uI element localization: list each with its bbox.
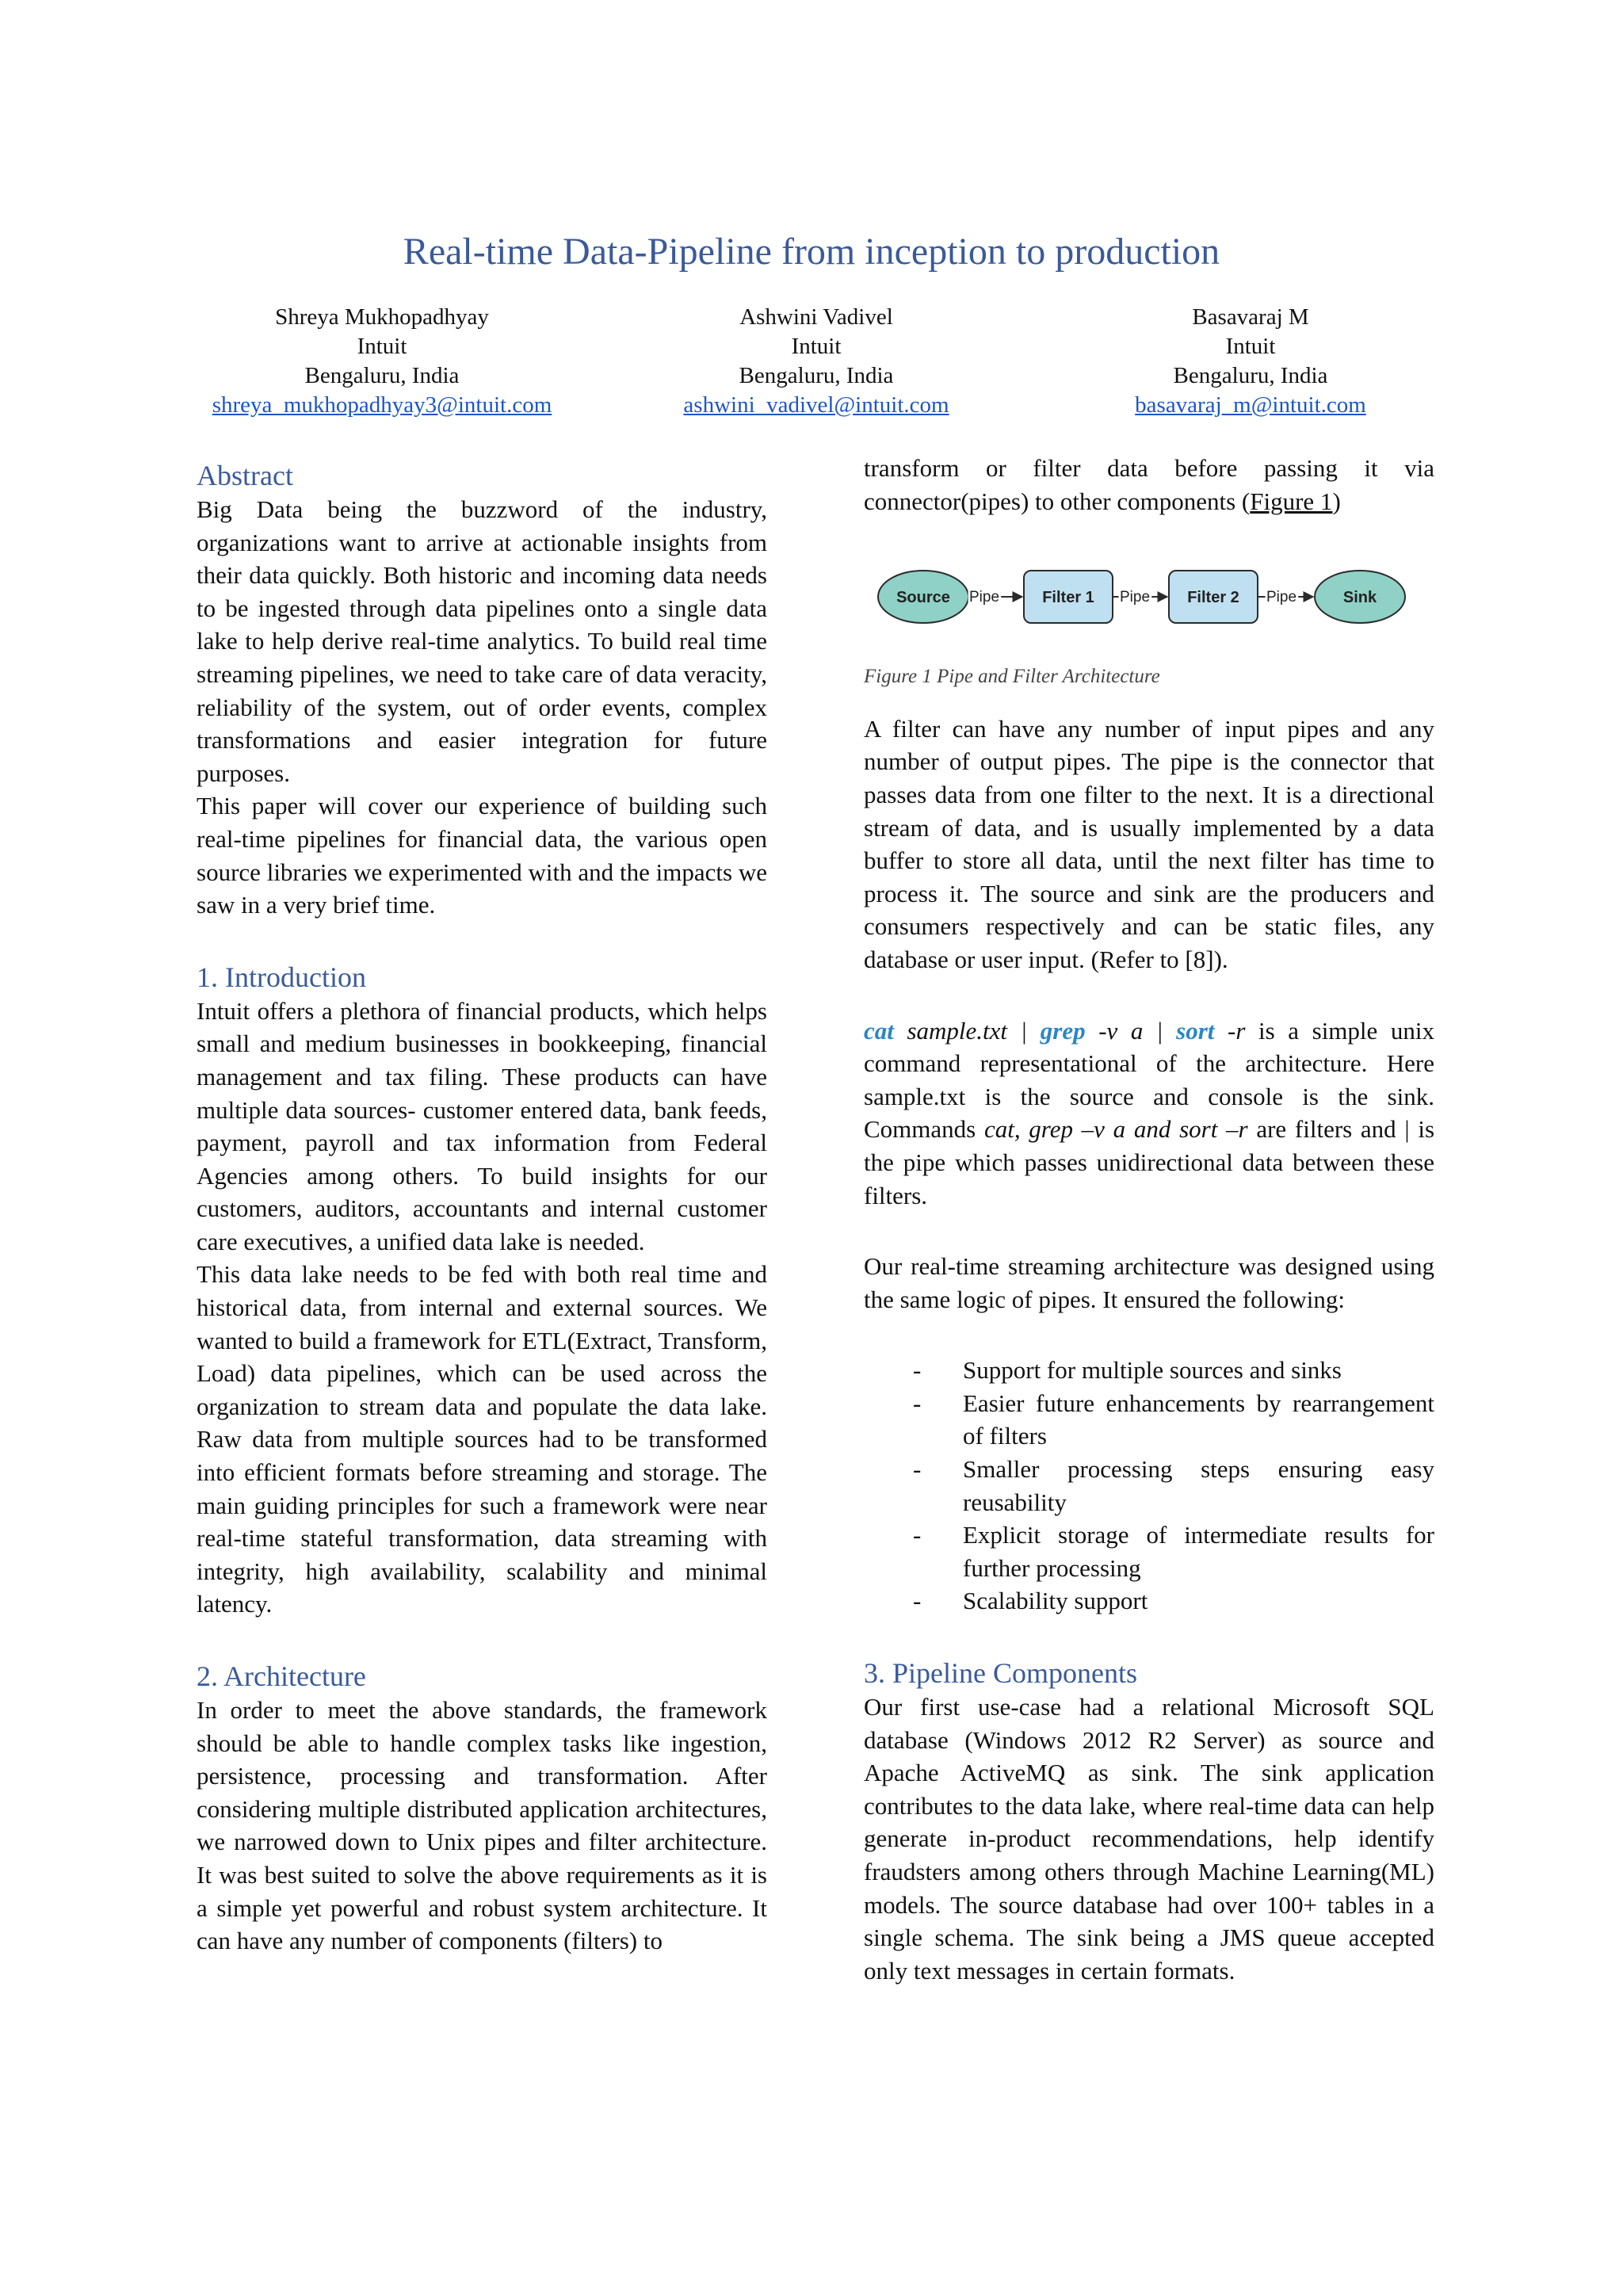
cmd-arg: -r xyxy=(1214,1016,1246,1045)
architecture-paragraph-2: A filter can have any number of input pipes and any number of output pipes. The pipe is the connector that passes data from one filter to the next. It is a directional stream of data, and is usually implemented by a data buffer to store all data, until the next filter has time to process it. The source and sink are the producers and consumers respectively and can be static files, any database or user input. (Refer to [8]). xyxy=(864,714,1434,973)
bullet-marker: - xyxy=(913,1455,922,1484)
list-item xyxy=(864,1453,1434,1519)
filter-1-label: Filter 1 xyxy=(1042,589,1094,607)
cmd-arg: -v a xyxy=(1085,1016,1144,1045)
filter-commands: cat, grep –v a and sort –r xyxy=(983,1115,1248,1144)
author-email-link[interactable]: ashwini_vadivel@intuit.com xyxy=(683,392,949,418)
pipe-label: Pipe xyxy=(1266,589,1297,606)
architecture-paragraph-1: In order to meet the above standards, the framework should be able to handle complex tasks like ingestion, persistence, processing and transformation. After considering multiple distributed application architectures, we narrowed down to Unix pipes and filter architecture. It was best suited to solve the above requirements as it is a simple yet powerful and robust system architecture. It can have any number of components (filters) to xyxy=(197,1696,767,1955)
author-3 xyxy=(1005,303,1496,420)
introduction-heading: 1. Introduction xyxy=(197,961,366,993)
pipe-label: Pipe xyxy=(968,589,1000,606)
grep-command: grep xyxy=(1040,1016,1086,1045)
sort-command: sort xyxy=(1176,1016,1215,1045)
paragraph-text: ) xyxy=(1332,487,1341,515)
bullet-marker: - xyxy=(913,1587,922,1615)
introduction-paragraph-2: This data lake needs to be fed with both real time and historical data, from internal and external sources. We wanted to build a framework for ETL(Extract, Transform, Load) data pipelines, which can be used across the organization to stream data and populate the data lake. Raw data from multiple sources had to be transformed into efficient formats before streaming and storage. The main guiding principles for such a framework were near real-time stateful transformation, data streaming with integrity, high availability, scalability and minimal latency. xyxy=(197,1260,767,1618)
list-item-text: Support for multiple sources and sinks xyxy=(963,1356,1342,1385)
source-label: Source xyxy=(896,589,950,607)
abstract-heading: Abstract xyxy=(197,460,293,491)
architecture-paragraph-4: Our real-time streaming architecture was designed using the same logic of pipes. It ensured the following: xyxy=(864,1252,1434,1313)
list-item xyxy=(864,1387,1434,1453)
figure-caption: Figure 1 Pipe and Filter Architecture xyxy=(864,666,1160,688)
cat-command: cat xyxy=(864,1016,894,1045)
author-email-link[interactable]: shreya_mukhopadhyay3@intuit.com xyxy=(212,392,552,418)
list-item-text: Smaller processing steps ensuring easy reusability xyxy=(963,1455,1434,1516)
abstract-paragraph-1: Big Data being the buzzword of the industry, organizations want to arrive at actionable insights from their data quickly. Both historic and incoming data needs to be ingested through data pipelines onto a single data lake to help derive real-time analytics. To build real time streaming pipelines, we need to take care of data veracity, reliability of the system, out of order events, complex transformations and easier integration for future purposes. xyxy=(197,495,767,787)
list-item-text: Explicit storage of intermediate results for further processing xyxy=(963,1521,1434,1582)
cmd-pipe: | xyxy=(1007,1016,1041,1045)
abstract-paragraph-2: This paper will cover our experience of building such real-time pipelines for financial data, the various open source libraries we experimented with and the impacts we saw in a very brief time. xyxy=(197,792,767,919)
bullet-marker: - xyxy=(913,1356,922,1385)
author-location: Bengaluru, India xyxy=(304,363,460,388)
paragraph-text: are filters and | is the pipe which passes unidirectional data between these filters. xyxy=(864,1115,1435,1209)
author-name: Ashwini Vadivel xyxy=(739,304,893,330)
list-item-text: Scalability support xyxy=(963,1587,1148,1615)
pipeline-components-heading: 3. Pipeline Components xyxy=(864,1657,1137,1690)
author-org: Intuit xyxy=(1225,334,1276,359)
author-org: Intuit xyxy=(791,334,842,359)
list-item xyxy=(864,1584,1434,1618)
author-name: Shreya Mukhopadhyay xyxy=(275,304,489,330)
cmd-arg: sample.txt xyxy=(893,1016,1008,1045)
filter-2-label: Filter 2 xyxy=(1187,589,1239,607)
pipe-label: Pipe xyxy=(1119,589,1151,606)
author-name: Basavaraj M xyxy=(1192,304,1309,330)
author-1 xyxy=(136,303,628,420)
bullet-marker: - xyxy=(913,1389,922,1417)
author-list xyxy=(0,303,1623,430)
list-item-text: Easier future enhancements by rearrangement of filters xyxy=(963,1389,1434,1450)
list-item xyxy=(864,1354,1434,1387)
author-2 xyxy=(571,303,1062,420)
paragraph-text: transform or filter data before passing it via connector(pipes) to other components ( xyxy=(864,454,1434,515)
list-item xyxy=(864,1519,1434,1584)
paper-title: Real-time Data-Pipeline from inception to production xyxy=(403,231,1220,273)
cmd-pipe: | xyxy=(1143,1016,1177,1045)
author-org: Intuit xyxy=(357,334,407,359)
right-column xyxy=(864,452,1434,1987)
architecture-benefits-list xyxy=(864,1354,1434,1618)
figure-1-link[interactable]: Figure 1 xyxy=(1250,487,1333,515)
unix-command-paragraph xyxy=(864,1014,1434,1213)
introduction-paragraph-1: Intuit offers a plethora of financial products, which helps small and medium businesses in bookkeeping, financial management and tax filing. These products can have multiple data sources- customer entered data, bank feeds, payment, payroll and tax information from Federal Agencies among others. To build insights for our customers, auditors, accountants and internal customer care executives, a unified data lake is needed. xyxy=(197,996,767,1255)
sink-label: Sink xyxy=(1342,589,1377,607)
paragraph-text: is a simple unix command representational of the architecture. Here sample.txt is the source and console is the sink. Commands xyxy=(864,1016,1435,1144)
pipe-filter-diagram xyxy=(864,549,1434,644)
author-location: Bengaluru, India xyxy=(739,363,894,388)
architecture-paragraph-1-continued xyxy=(864,452,1434,518)
pipeline-components-paragraph-1: Our first use-case had a relational Microsoft SQL database (Windows 2012 R2 Server) as source and Apache ActiveMQ as sink. The sink application contributes to the data lake, where real-time data can help generate in-product recommendations, help identify fraudsters among others through Machine Learning(ML) models. The source database had over 100+ tables in a single schema. The sink being a JMS queue accepted only text messages in certain formats. xyxy=(864,1693,1434,1985)
author-location: Bengaluru, India xyxy=(1173,363,1328,388)
left-column xyxy=(197,458,767,1958)
bullet-marker: - xyxy=(913,1521,922,1549)
architecture-heading: 2. Architecture xyxy=(197,1660,366,1692)
author-email-link[interactable]: basavaraj_m@intuit.com xyxy=(1135,392,1366,418)
